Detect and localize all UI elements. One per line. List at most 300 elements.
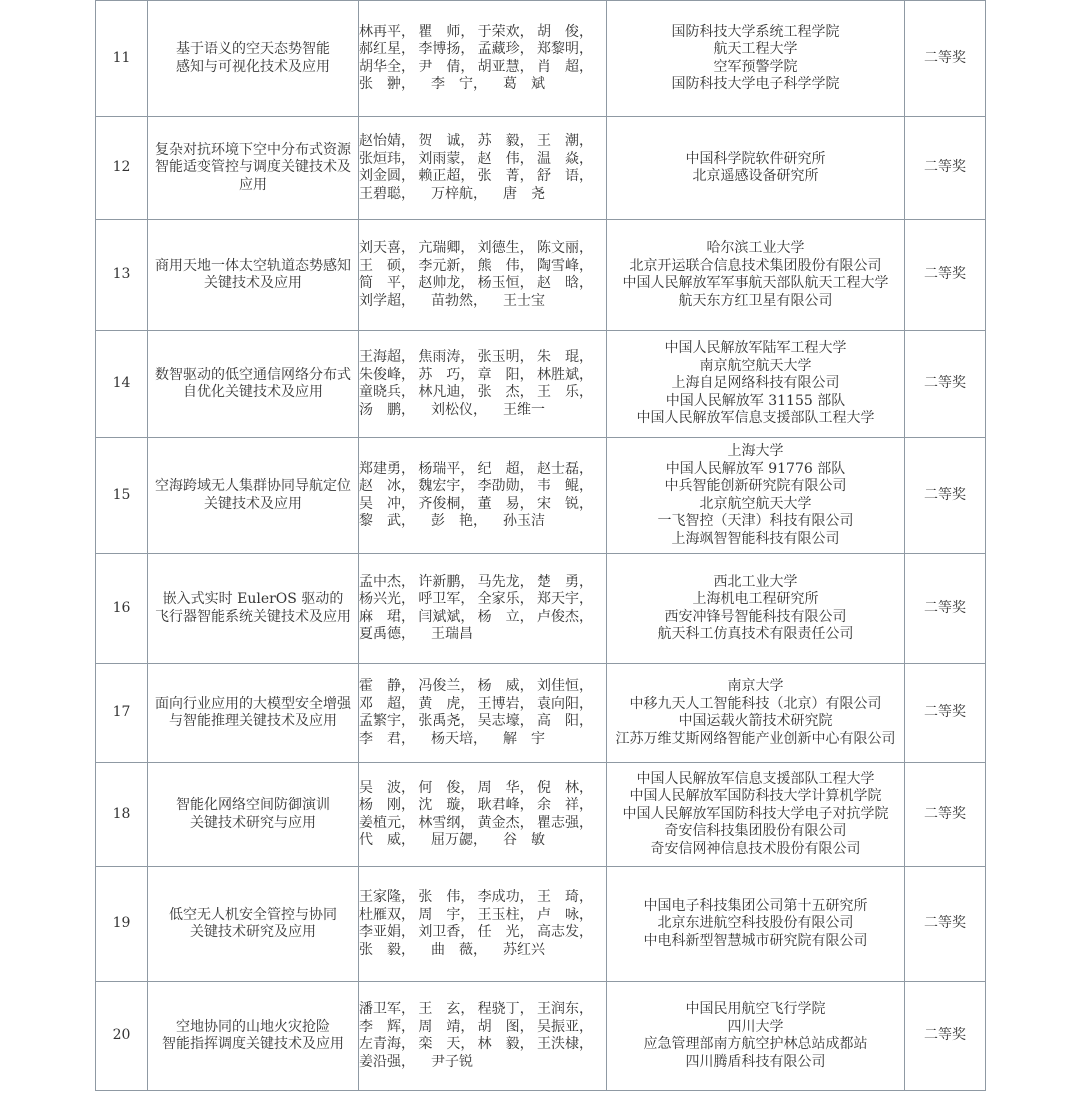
participant-name: 杨玉恒，	[477, 275, 534, 291]
organization-line: 南京大学	[727, 678, 784, 694]
participants	[359, 664, 607, 763]
participant-name: 全家乐，	[477, 591, 534, 607]
organization-line: 北京航空航天大学	[699, 495, 812, 512]
participant-name: 纪 超，	[477, 460, 534, 477]
participant-name: 李 宁，	[431, 76, 487, 92]
participant-name: 王维一	[503, 401, 545, 418]
participant-name: 郑黎明，	[536, 41, 593, 57]
participant-line	[359, 942, 593, 960]
participant-name: 孟繁宇，	[359, 713, 415, 729]
participant-name: 李 辉，	[359, 1018, 415, 1035]
organization-line: 北京开运联合信息技术集团股份有限公司	[629, 257, 882, 274]
participant-line	[359, 889, 593, 907]
participant-name: 邓 超，	[359, 695, 415, 712]
participant-name: 王玉柱，	[477, 906, 534, 923]
participant-name: 李元新，	[418, 257, 475, 274]
participant-name: 瞿 师，	[418, 23, 475, 40]
participant-name: 舒 语，	[536, 168, 593, 184]
participant-line	[359, 815, 593, 833]
participant-name: 卢俊杰，	[536, 608, 593, 625]
participant-name: 宋 锐，	[536, 495, 593, 512]
project-title-line: 与智能推理关键技术及应用	[169, 713, 337, 729]
table-row	[96, 867, 986, 982]
organizations	[607, 763, 905, 867]
participant-name: 杜雁双，	[359, 906, 415, 923]
participant-name: 赵士磊，	[536, 460, 593, 477]
participant-name: 代 威，	[359, 832, 415, 848]
participant-line	[359, 133, 593, 151]
participant-name: 孟藏珍，	[477, 41, 534, 57]
participant-line	[359, 275, 593, 293]
participant-name: 吴振亚，	[536, 1018, 593, 1035]
organization-line: 航天科工仿真技术有限责任公司	[657, 626, 854, 642]
participant-name: 林胜斌，	[536, 366, 593, 383]
participant-name: 刘卫香，	[418, 924, 475, 940]
project-title-line: 飞行器智能系统关键技术及应用	[155, 608, 351, 625]
participant-name: 万梓航，	[431, 185, 487, 202]
organization-line: 上海飒智智能科技有限公司	[671, 530, 840, 547]
project-title	[148, 554, 359, 664]
participant-line	[359, 713, 593, 731]
participant-line	[359, 293, 593, 311]
participant-line	[359, 797, 593, 815]
participant-name: 张 毅，	[359, 941, 415, 958]
organization-line: 奇安信网神信息技术股份有限公司	[650, 840, 861, 857]
table-row	[96, 982, 986, 1091]
participant-name: 李 君，	[359, 730, 415, 747]
organizations	[607, 982, 905, 1091]
organization-line: 西北工业大学	[713, 573, 798, 590]
project-title-line: 面向行业应用的大模型安全增强	[155, 695, 351, 712]
participant-name: 杨 刚，	[359, 797, 415, 813]
participant-line	[359, 832, 593, 850]
participant-name: 楚 勇，	[536, 573, 593, 590]
organization-line: 中国人民解放军国防科技大学电子对抗学院	[622, 805, 889, 822]
organization-line: 中兵智能创新研究院有限公司	[664, 478, 847, 494]
project-title-line: 感知与可视化技术及应用	[176, 58, 330, 75]
participant-name: 刘金圆，	[359, 168, 415, 184]
row-number: 13	[96, 220, 148, 331]
participant-name: 孙玉洁	[503, 513, 545, 529]
organization-line: 中国科学院软件研究所	[685, 150, 826, 167]
award-level: 二等奖	[905, 867, 986, 982]
project-title-line: 智能适变管控与调度关键技术及	[155, 159, 351, 176]
participant-name: 沈 璇，	[418, 797, 475, 813]
participant-name: 杨瑞平，	[418, 460, 475, 477]
participant-name: 赵 晗，	[536, 275, 593, 291]
table-row	[96, 554, 986, 664]
participants	[359, 220, 607, 331]
participant-line	[359, 696, 593, 714]
participant-name: 董 易，	[477, 495, 534, 512]
participant-name: 赵 冰，	[359, 478, 415, 494]
participant-name: 高 阳，	[536, 713, 593, 729]
organization-line: 国防科技大学电子科学学院	[671, 76, 840, 92]
participant-name: 张 翀，	[359, 76, 415, 92]
project-title	[148, 220, 359, 331]
participant-name: 王泆棣，	[536, 1036, 593, 1052]
organizations	[607, 220, 905, 331]
participant-name: 李博扬，	[418, 41, 475, 57]
participant-line	[359, 574, 593, 592]
organization-line: 国防科技大学系统工程学院	[671, 23, 840, 40]
organizations	[607, 867, 905, 982]
project-title-line: 空海跨域无人集群协同导航定位	[155, 478, 351, 494]
participant-name: 袁向阳，	[536, 695, 593, 712]
row-number: 15	[96, 438, 148, 554]
participant-name: 倪 林，	[536, 779, 593, 796]
participant-name: 潘卫军，	[359, 1001, 415, 1017]
project-title-line: 数智驱动的低空通信网络分布式	[155, 366, 351, 383]
participants	[359, 438, 607, 554]
participant-name: 吴志壕，	[477, 713, 534, 729]
project-title-line: 商用天地一体太空轨道态势感知	[155, 257, 351, 274]
participant-name: 林凡迪，	[418, 384, 475, 400]
participant-name: 林 毅，	[477, 1036, 534, 1052]
project-title	[148, 1, 359, 117]
participant-name: 彭 艳，	[431, 513, 487, 529]
project-title-line: 应用	[239, 176, 267, 193]
participant-name: 苏 毅，	[477, 133, 534, 149]
participant-name: 苏红兴	[503, 941, 545, 958]
participant-name: 苗勃然，	[431, 292, 487, 309]
participant-name: 唐 尧	[503, 185, 545, 202]
project-title-line: 嵌入式实时 EulerOS 驱动的	[162, 591, 344, 607]
participant-line	[359, 1019, 593, 1037]
organization-line: 西安冲锋号智能科技有限公司	[664, 608, 847, 625]
participant-name: 谷 敏	[503, 832, 545, 848]
participant-name: 杨兴光，	[359, 591, 415, 607]
participant-name: 朱 琨，	[536, 349, 593, 365]
participant-name: 赵 伟，	[477, 150, 534, 167]
participant-name: 黎 武，	[359, 513, 415, 529]
organizations	[607, 117, 905, 220]
participant-line	[359, 1001, 593, 1019]
participant-name: 赵怡婧，	[359, 133, 415, 149]
project-title-line: 自优化关键技术及应用	[183, 384, 323, 400]
participant-name: 童晓兵，	[359, 384, 415, 400]
organization-line: 中国人民解放军信息支援部队工程大学	[636, 410, 875, 427]
participant-name: 许新鹏，	[418, 573, 475, 590]
participant-name: 齐俊桐，	[418, 495, 475, 512]
project-title	[148, 331, 359, 438]
participant-name: 亢瑞卿，	[418, 240, 475, 256]
participant-name: 刘松仪，	[431, 401, 487, 418]
participant-name: 郝红星，	[359, 41, 415, 57]
participant-name: 刘德生，	[477, 240, 534, 256]
participant-line	[359, 402, 593, 420]
participant-name: 屈万勰，	[431, 832, 487, 848]
participant-name: 简 平，	[359, 275, 415, 291]
participants	[359, 1, 607, 117]
participants	[359, 117, 607, 220]
participant-name: 夏禹德，	[359, 626, 415, 642]
project-title-line: 关键技术及应用	[204, 495, 302, 512]
participant-name: 王 潮，	[536, 133, 593, 149]
participant-name: 林再平，	[359, 23, 415, 40]
participant-name: 李亚娟，	[359, 924, 415, 940]
participant-name: 黄金杰，	[477, 814, 534, 831]
participant-name: 王润东，	[536, 1001, 593, 1017]
participant-name: 呼卫军，	[418, 591, 475, 607]
row-number: 11	[96, 1, 148, 117]
participant-name: 周 靖，	[418, 1018, 475, 1035]
organizations	[607, 331, 905, 438]
participant-name: 尹 倩，	[418, 58, 475, 75]
award-level: 二等奖	[905, 763, 986, 867]
participant-name: 曲 薇，	[431, 941, 487, 958]
organization-line: 中国电子科技集团公司第十五研究所	[643, 897, 868, 914]
participant-name: 耿君峰，	[477, 797, 534, 813]
organization-line: 四川大学	[727, 1018, 784, 1035]
participant-name: 栾 天，	[418, 1036, 475, 1052]
project-title-line: 复杂对抗环境下空中分布式资源	[155, 141, 351, 158]
participant-name: 胡亚慧，	[477, 58, 534, 75]
participant-line	[359, 513, 593, 531]
participant-line	[359, 496, 593, 514]
organization-line: 中国人民解放军军事航天部队航天工程大学	[622, 275, 889, 291]
participant-name: 吴 波，	[359, 779, 415, 796]
organization-line: 上海机电工程研究所	[692, 591, 819, 607]
participant-line	[359, 907, 593, 925]
participant-line	[359, 24, 593, 42]
participant-name: 解 宇	[503, 730, 545, 747]
row-number: 17	[96, 664, 148, 763]
project-title-line: 低空无人机安全管控与协同	[169, 906, 337, 923]
organization-line: 应急管理部南方航空护林总站成都站	[643, 1036, 868, 1052]
participant-name: 马先龙，	[477, 573, 534, 590]
project-title-line: 关键技术研究及应用	[190, 924, 316, 940]
participant-name: 陶雪峰，	[536, 257, 593, 274]
participant-name: 朱俊峰，	[359, 366, 415, 383]
participant-name: 焦雨涛，	[418, 349, 475, 365]
awards-table	[95, 0, 986, 1091]
participant-name: 胡 俊，	[536, 23, 593, 40]
participant-name: 肖 超，	[536, 58, 593, 75]
participant-name: 刘佳恒，	[536, 678, 593, 694]
participant-name: 贺 诚，	[418, 133, 475, 149]
organization-line: 中电科新型智慧城市研究院有限公司	[643, 932, 868, 949]
participant-name: 杨 立，	[477, 608, 534, 625]
participant-name: 刘天喜，	[359, 240, 415, 256]
participant-line	[359, 384, 593, 402]
participant-name: 王博岩，	[477, 695, 534, 712]
participant-name: 王瑞昌	[431, 626, 473, 642]
participant-name: 周 宇，	[418, 906, 475, 923]
participants	[359, 331, 607, 438]
participant-line	[359, 168, 593, 186]
organizations	[607, 1, 905, 117]
organization-line: 上海大学	[727, 443, 784, 459]
participant-name: 赖正超，	[418, 168, 475, 184]
participant-name: 刘学超，	[359, 292, 415, 309]
participant-line	[359, 349, 593, 367]
participant-line	[359, 151, 593, 169]
participant-name: 麻 珺，	[359, 608, 415, 625]
participant-name: 张禹尧，	[418, 713, 475, 729]
participant-name: 尹子锐	[431, 1053, 473, 1070]
organization-line: 航天工程大学	[713, 41, 798, 57]
organization-line: 中国民用航空飞行学院	[685, 1001, 826, 1017]
participant-name: 瞿志强，	[536, 814, 593, 831]
participant-name: 卢 咏，	[536, 906, 593, 923]
participant-name: 黄 虎，	[418, 695, 475, 712]
participant-name: 郑天宇，	[536, 591, 593, 607]
project-title-line: 空地协同的山地火灾抢险	[176, 1018, 330, 1035]
participant-line	[359, 678, 593, 696]
project-title-line: 基于语义的空天态势智能	[176, 41, 330, 57]
project-title	[148, 438, 359, 554]
participant-name: 李成功，	[477, 889, 534, 905]
organization-line: 中国人民解放军国防科技大学计算机学院	[629, 788, 882, 805]
participant-name: 葛 斌	[503, 76, 545, 92]
participant-line	[359, 591, 593, 609]
participant-line	[359, 780, 593, 798]
organization-line: 中国人民解放军 91776 部队	[665, 460, 846, 477]
organization-line: 哈尔滨工业大学	[706, 240, 805, 256]
participant-line	[359, 1036, 593, 1054]
participant-line	[359, 367, 593, 385]
project-title	[148, 664, 359, 763]
participant-name: 孟中杰，	[359, 573, 415, 590]
participant-name: 高志发，	[536, 924, 593, 940]
table-row	[96, 331, 986, 438]
participant-name: 苏 巧，	[418, 366, 475, 383]
participant-line	[359, 924, 593, 942]
row-number: 14	[96, 331, 148, 438]
table-row	[96, 1, 986, 117]
award-level: 二等奖	[905, 664, 986, 763]
organization-line: 中国运载火箭技术研究院	[678, 713, 833, 729]
organization-line: 江苏万维艾斯网络智能产业创新中心有限公司	[615, 730, 896, 747]
participant-name: 任 光，	[477, 924, 534, 940]
participant-name: 韦 鲲，	[536, 478, 593, 494]
participants	[359, 763, 607, 867]
organization-line: 北京遥感设备研究所	[692, 168, 819, 184]
table-row	[96, 220, 986, 331]
participant-name: 王士宝	[503, 292, 545, 309]
row-number: 18	[96, 763, 148, 867]
participant-line	[359, 478, 593, 496]
participant-name: 张 杰，	[477, 384, 534, 400]
organization-line: 中国人民解放军信息支援部队工程大学	[636, 770, 875, 787]
participant-name: 熊 伟，	[477, 257, 534, 274]
participant-line	[359, 76, 593, 94]
table-row	[96, 664, 986, 763]
participant-line	[359, 240, 593, 258]
project-title-line: 关键技术研究与应用	[190, 814, 316, 831]
participant-name: 王海超，	[359, 349, 415, 365]
participant-name: 刘雨蒙，	[418, 150, 475, 167]
project-title-line: 关键技术及应用	[204, 275, 302, 291]
participant-name: 张玉明，	[477, 349, 534, 365]
table-row	[96, 117, 986, 220]
participant-name: 姜沿强，	[359, 1053, 415, 1070]
participant-name: 汤 鹏，	[359, 401, 415, 418]
organization-line: 中移九天人工智能科技（北京）有限公司	[629, 695, 882, 712]
award-level: 二等奖	[905, 117, 986, 220]
participant-name: 林雪纲，	[418, 814, 475, 831]
award-level: 二等奖	[905, 220, 986, 331]
participant-name: 魏宏宇，	[418, 478, 475, 494]
project-title-line: 智能指挥调度关键技术及应用	[162, 1036, 344, 1052]
participant-name: 冯俊兰，	[418, 678, 475, 694]
organizations	[607, 554, 905, 664]
participant-name: 闫斌斌，	[418, 608, 475, 625]
organizations	[607, 664, 905, 763]
organization-line: 奇安信科技集团股份有限公司	[664, 823, 847, 840]
participant-line	[359, 731, 593, 749]
participants	[359, 982, 607, 1091]
award-level: 二等奖	[905, 1, 986, 117]
participant-name: 张烜玮，	[359, 150, 415, 167]
participant-name: 王 玄，	[418, 1001, 475, 1017]
participant-line	[359, 59, 593, 77]
organization-line: 上海自足网络科技有限公司	[671, 375, 840, 392]
participant-name: 陈文丽，	[536, 240, 593, 256]
participant-name: 左青海，	[359, 1036, 415, 1052]
row-number: 20	[96, 982, 148, 1091]
participant-name: 章 阳，	[477, 366, 534, 383]
table-row	[96, 438, 986, 554]
organization-line: 一飞智控（天津）科技有限公司	[657, 513, 854, 529]
participant-name: 于荣欢，	[477, 23, 534, 40]
row-number: 16	[96, 554, 148, 664]
project-title	[148, 763, 359, 867]
participant-name: 王 乐，	[536, 384, 593, 400]
project-title	[148, 867, 359, 982]
organization-line: 南京航空航天大学	[699, 357, 812, 374]
participants	[359, 867, 607, 982]
participant-name: 郑建勇，	[359, 460, 415, 477]
award-level: 二等奖	[905, 982, 986, 1091]
award-level: 二等奖	[905, 554, 986, 664]
participant-name: 王 硕，	[359, 257, 415, 274]
project-title	[148, 982, 359, 1091]
participant-name: 温 焱，	[536, 150, 593, 167]
award-level: 二等奖	[905, 331, 986, 438]
participant-name: 杨天培，	[431, 730, 487, 747]
participant-name: 王家隆，	[359, 889, 415, 905]
participant-name: 张 菁，	[477, 168, 534, 184]
row-number: 19	[96, 867, 148, 982]
participant-line	[359, 461, 593, 479]
participant-line	[359, 1054, 593, 1072]
participant-name: 余 祥，	[536, 797, 593, 813]
project-title	[148, 117, 359, 220]
project-title-line: 智能化网络空间防御演训	[176, 797, 330, 813]
participant-name: 杨 威，	[477, 678, 534, 694]
organization-line: 航天东方红卫星有限公司	[678, 292, 833, 309]
participant-name: 李劭勋，	[477, 478, 534, 494]
participant-name: 胡 图，	[477, 1018, 534, 1035]
participant-name: 张 伟，	[418, 889, 475, 905]
participant-name: 何 俊，	[418, 779, 475, 796]
row-number: 12	[96, 117, 148, 220]
participant-line	[359, 186, 593, 204]
participant-line	[359, 258, 593, 276]
organization-line: 中国人民解放军 31155 部队	[665, 392, 846, 409]
organization-line: 中国人民解放军陆军工程大学	[664, 340, 847, 357]
participant-line	[359, 41, 593, 59]
organization-line: 空军预警学院	[713, 58, 798, 75]
participant-name: 赵帅龙，	[418, 275, 475, 291]
award-level: 二等奖	[905, 438, 986, 554]
organization-line: 北京东进航空科技股份有限公司	[657, 915, 854, 932]
participant-name: 周 华，	[477, 779, 534, 796]
participant-line	[359, 626, 593, 644]
participant-name: 胡华全，	[359, 58, 415, 75]
